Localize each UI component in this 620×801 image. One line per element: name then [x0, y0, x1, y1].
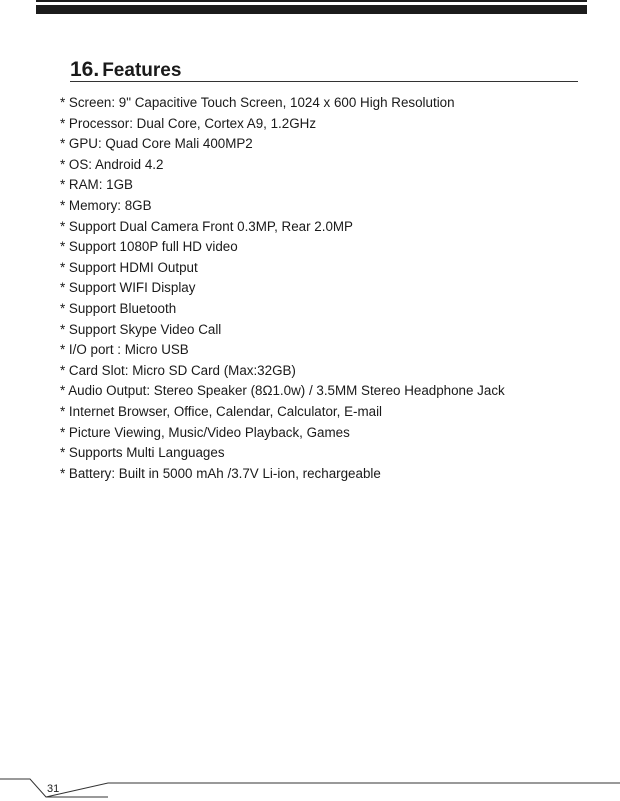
feature-item: * Support 1080P full HD video: [60, 239, 238, 255]
feature-item: * OS: Android 4.2: [60, 156, 164, 172]
feature-item: * Picture Viewing, Music/Video Playback, Games: [60, 424, 350, 440]
feature-item: * Supports Multi Languages: [60, 445, 225, 461]
feature-item: * RAM: 1GB: [60, 177, 133, 193]
feature-item: * Internet Browser, Office, Calendar, Calculator, E-mail: [60, 403, 383, 419]
section-heading: [70, 58, 181, 82]
feature-item: * Support Bluetooth: [60, 300, 177, 316]
feature-item: * Support HDMI Output: [60, 259, 198, 275]
features-list: [60, 93, 505, 484]
section-title: Features: [102, 60, 182, 81]
feature-item: * Support WIFI Display: [60, 280, 196, 296]
feature-item: * Support Skype Video Call: [60, 321, 222, 337]
feature-item: * Battery: Built in 5000 mAh /3.7V Li-ion, rechargeable: [60, 465, 381, 481]
feature-item: * Screen: 9" Capacitive Touch Screen, 1024 x 600 High Resolution: [60, 95, 455, 110]
feature-item: * Support Dual Camera Front 0.3MP, Rear 2.0MP: [60, 218, 353, 234]
footer-rule: [0, 770, 620, 801]
heading-underline: [70, 81, 578, 82]
feature-item: * Card Slot: Micro SD Card (Max:32GB): [60, 362, 296, 378]
header-thin-rule: [36, 0, 587, 2]
page-number: 31: [47, 783, 60, 795]
feature-item: * I/O port : Micro USB: [60, 342, 189, 358]
feature-item: * Memory: 8GB: [60, 197, 152, 213]
feature-item: * Audio Output: Stereo Speaker (8Ω1.0w) / 3.5MM Stereo Headphone Jack: [60, 383, 505, 399]
feature-item: * Processor: Dual Core, Cortex A9, 1.2GHz: [60, 115, 317, 131]
feature-item: * GPU: Quad Core Mali 400MP2: [60, 136, 253, 152]
section-number: 16.: [70, 58, 100, 81]
header-bar: [36, 5, 587, 14]
